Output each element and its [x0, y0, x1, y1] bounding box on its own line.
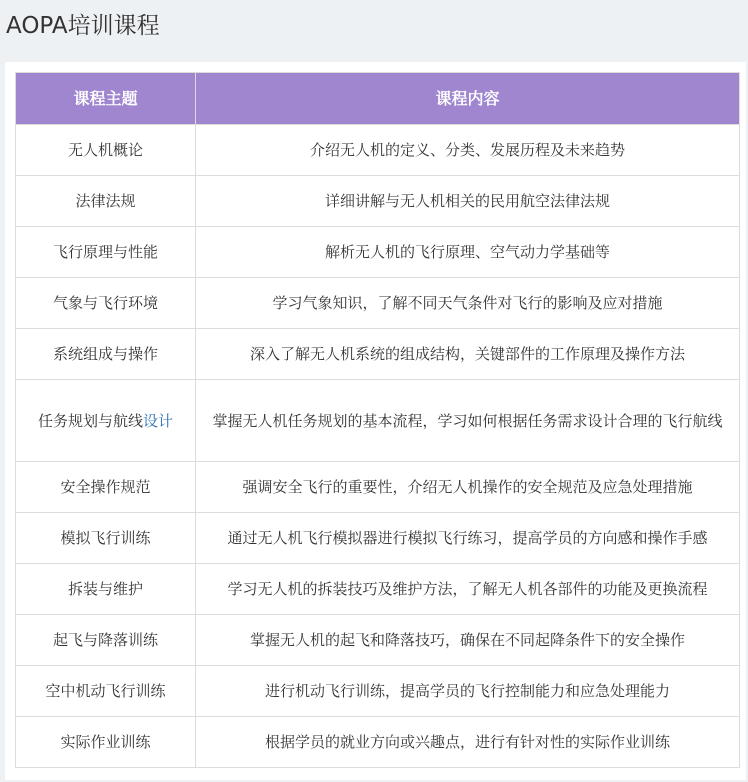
table-header-row: [16, 73, 740, 125]
table-row: [16, 462, 740, 513]
topic-cell: 无人机概论: [16, 125, 196, 176]
content-card: [5, 62, 746, 780]
topic-cell: 安全操作规范: [16, 462, 196, 513]
topic-cell: 法律法规: [16, 176, 196, 227]
table-row: [16, 615, 740, 666]
table-row: [16, 278, 740, 329]
content-cell: 介绍无人机的定义、分类、发展历程及未来趋势: [196, 125, 740, 176]
topic-cell: 起飞与降落训练: [16, 615, 196, 666]
topic-cell: 模拟飞行训练: [16, 513, 196, 564]
content-cell: 学习气象知识，了解不同天气条件对飞行的影响及应对措施: [196, 278, 740, 329]
content-cell: 掌握无人机任务规划的基本流程，学习如何根据任务需求设计合理的飞行航线: [196, 380, 740, 462]
table-row: [16, 329, 740, 380]
topic-cell: 系统组成与操作: [16, 329, 196, 380]
content-cell: 解析无人机的飞行原理、空气动力学基础等: [196, 227, 740, 278]
topic-cell: [16, 380, 196, 462]
table-row: [16, 513, 740, 564]
topic-cell: 实际作业训练: [16, 717, 196, 768]
column-header-topic: 课程主题: [16, 73, 196, 125]
table-row: [16, 717, 740, 768]
page-title: AOPA培训课程: [6, 13, 160, 39]
table-row: [16, 380, 740, 462]
table-row: [16, 227, 740, 278]
table-row: [16, 564, 740, 615]
content-cell: 掌握无人机的起飞和降落技巧，确保在不同起降条件下的安全操作: [196, 615, 740, 666]
topic-cell: 气象与飞行环境: [16, 278, 196, 329]
topic-text: 任务规划与航线: [37, 411, 143, 430]
content-cell: 根据学员的就业方向或兴趣点，进行有针对性的实际作业训练: [196, 717, 740, 768]
table-row: [16, 666, 740, 717]
design-link[interactable]: 设计: [143, 411, 174, 430]
content-cell: 通过无人机飞行模拟器进行模拟飞行练习，提高学员的方向感和操作手感: [196, 513, 740, 564]
content-cell: 学习无人机的拆装技巧及维护方法，了解无人机各部件的功能及更换流程: [196, 564, 740, 615]
content-cell: 进行机动飞行训练，提高学员的飞行控制能力和应急处理能力: [196, 666, 740, 717]
table-row: [16, 125, 740, 176]
content-cell: 深入了解无人机系统的组成结构，关键部件的工作原理及操作方法: [196, 329, 740, 380]
content-cell: 详细讲解与无人机相关的民用航空法律法规: [196, 176, 740, 227]
topic-cell: 拆装与维护: [16, 564, 196, 615]
topic-cell: 空中机动飞行训练: [16, 666, 196, 717]
course-table: [15, 72, 740, 768]
table-row: [16, 176, 740, 227]
content-cell: 强调安全飞行的重要性，介绍无人机操作的安全规范及应急处理措施: [196, 462, 740, 513]
column-header-content: 课程内容: [196, 73, 740, 125]
topic-cell: 飞行原理与性能: [16, 227, 196, 278]
